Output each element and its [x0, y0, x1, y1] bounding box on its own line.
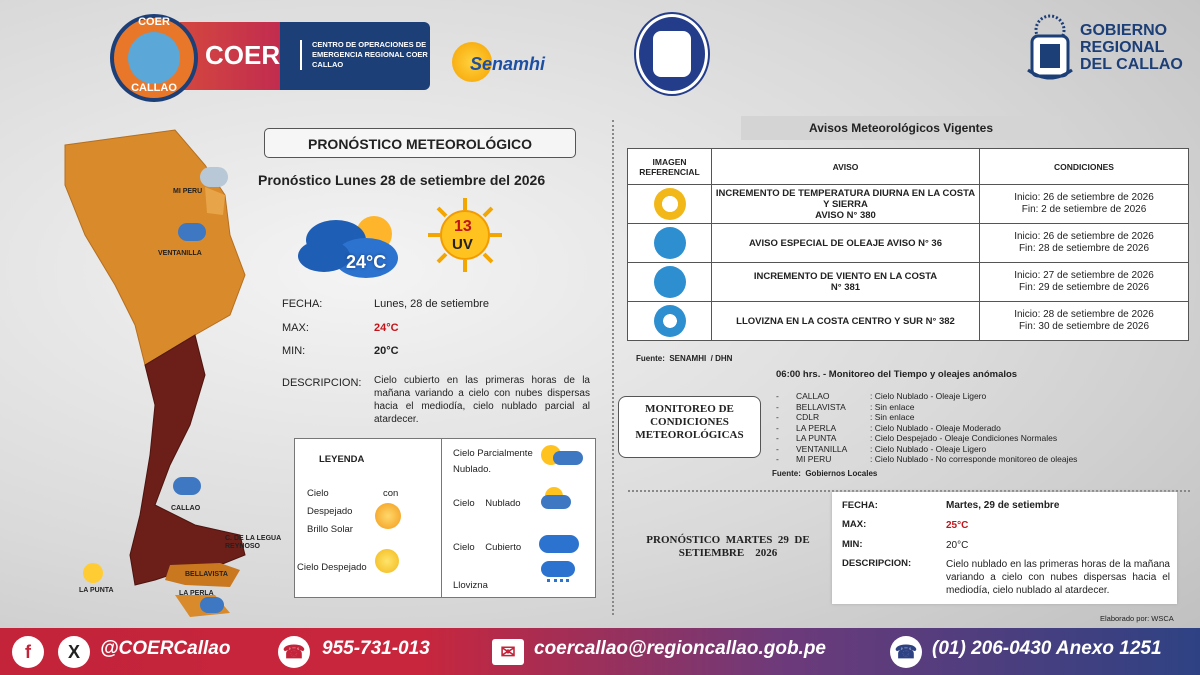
phone-number[interactable]: 955-731-013: [322, 638, 430, 659]
col-imagen: IMAGEN REFERENCIAL: [628, 149, 712, 185]
aviso-icon-cell: [628, 263, 712, 302]
monitoreo-bullet: -: [776, 401, 779, 412]
monitoreo-district: LA PUNTA: [796, 433, 837, 443]
manana-min-value: 20°C: [946, 540, 969, 551]
monitoreo-status: : Cielo Nublado - Oleaje Moderado: [870, 422, 1001, 433]
aviso-condiciones: Inicio: 28 de setiembre de 2026 Fin: 30 de setiembre de 2026: [980, 302, 1189, 341]
wind-icon: [654, 266, 686, 298]
monitoreo-district: CDLR: [796, 412, 820, 422]
avisos-title: Avisos Meteorológicos Vigentes: [741, 116, 1061, 140]
sun-icon: [375, 549, 399, 573]
legend-item: con: [383, 488, 399, 499]
vertical-divider: [612, 120, 614, 615]
max-value: 24°C: [374, 322, 399, 334]
aviso-text: INCREMENTO DE TEMPERATURA DIURNA EN LA COSTA Y SIERRA AVISO N° 380: [712, 185, 980, 224]
manana-fecha-label: FECHA:: [842, 500, 878, 511]
fecha-label: FECHA:: [282, 298, 323, 310]
aviso-row: [628, 302, 1189, 341]
rain-cloud-icon: [173, 477, 201, 495]
coer-logo: [110, 14, 198, 102]
legend-item: Cielo: [307, 488, 329, 499]
drizzle-icon: [654, 305, 686, 337]
elaborado-por: Elaborado por: WSCA: [1100, 614, 1174, 623]
facebook-icon[interactable]: f: [12, 636, 44, 668]
avisos-header-row: [628, 149, 1189, 185]
monitoreo-status: : Cielo Nublado - No corresponde monitoreo de oleajes: [870, 454, 1078, 464]
map-label-callao: CALLAO: [171, 505, 201, 512]
municipal-shield-icon: [636, 14, 708, 94]
phone-number-2[interactable]: (01) 206-0430 Anexo 1251: [932, 638, 1162, 659]
aviso-row: [628, 224, 1189, 263]
gobierno-regional-title: [1080, 22, 1183, 73]
aviso-text: AVISO ESPECIAL DE OLEAJE AVISO N° 36: [712, 224, 980, 263]
manana-min-label: MIN:: [842, 539, 863, 550]
wave-icon: [654, 227, 686, 259]
aviso-row: [628, 185, 1189, 224]
map-label-ventanilla: VENTANILLA: [158, 250, 202, 257]
castle-icon: [128, 32, 180, 84]
sun-icon: [83, 563, 103, 583]
forecast-date: Pronóstico Lunes 28 de setiembre del 2026: [258, 172, 546, 188]
overcast-icon: [539, 535, 579, 553]
coer-description: CENTRO DE OPERACIONES DE EMERGENCIA REGIONAL COER CALLAO: [312, 40, 428, 69]
legend-item: Cielo Cubierto: [453, 542, 522, 553]
gobierno-castle-icon: [1024, 14, 1076, 84]
legend-title: LEYENDA: [319, 454, 365, 465]
avisos-table: [627, 148, 1189, 341]
monitoreo-district: LA PERLA: [796, 422, 837, 433]
uv-value: 13: [454, 218, 472, 235]
legend-box: [294, 438, 596, 598]
map-label-cdlr: C. DE LA LEGUA REYNOSO: [225, 535, 281, 550]
phone-icon[interactable]: ☎: [278, 636, 310, 668]
aviso-text: INCREMENTO DE VIENTO EN LA COSTA N° 381: [712, 263, 980, 302]
manana-desc-value: Cielo nublado en las primeras horas de la mañana variando a cielo con nubes dispersas hacia el mediodía, cielo nublado al atardecer.: [946, 559, 1170, 596]
legend-item: Cielo Nublado: [453, 498, 521, 509]
aviso-condiciones: Inicio: 26 de setiembre de 2026 Fin: 28 de setiembre de 2026: [980, 224, 1189, 263]
descripcion-value: Cielo cubierto en las primeras horas de la mañana variando a cielo con nubes dispersas hacia el mediodía, cielo nublado parcial al atardecer.: [374, 375, 590, 425]
monitoreo-status: : Cielo Nublado - Oleaje Ligero: [870, 443, 987, 454]
temperature-badge: 24°C: [346, 252, 387, 272]
monitoreo-district: BELLAVISTA: [796, 401, 846, 412]
aviso-row: [628, 263, 1189, 302]
min-value: 20°C: [374, 345, 399, 357]
manana-box: [832, 492, 1177, 604]
manana-fecha-value: Martes, 29 de setiembre: [946, 500, 1060, 511]
monitoreo-bullet: -: [776, 443, 779, 454]
coer-logo-top: COER: [138, 16, 170, 28]
monitoreo-district: MI PERU: [796, 454, 832, 464]
monitoreo-header: 06:00 hrs. - Monitoreo del Tiempo y oleajes anómalos: [776, 369, 1018, 380]
monitoreo-bullet: -: [776, 422, 779, 433]
monitoreo-district: VENTANILLA: [796, 443, 848, 454]
legend-item: Despejado: [307, 506, 353, 517]
monitoreo-bullet: -: [776, 433, 779, 443]
manana-max-label: MAX:: [842, 519, 867, 530]
legend-item: Llovizna: [453, 580, 488, 591]
col-aviso: AVISO: [712, 149, 980, 185]
rain-cloud-icon: [200, 597, 224, 613]
monitoreo-status: : Sin enlace: [870, 401, 915, 412]
descripcion-label: DESCRIPCION:: [282, 377, 362, 389]
cloudy-icon: [541, 487, 571, 509]
monitoreo-bullet: -: [776, 412, 779, 422]
senamhi-text: Senamhi: [470, 54, 546, 74]
monitoreo-district: CALLAO: [796, 391, 830, 401]
aviso-condiciones: Inicio: 26 de setiembre de 2026 Fin: 2 de setiembre de 2026: [980, 185, 1189, 224]
uv-icon: [654, 188, 686, 220]
monitoreo-status: : Cielo Nublado - Oleaje Ligero: [870, 391, 987, 401]
manana-desc-label: DESCRIPCION:: [842, 558, 912, 569]
aviso-icon-cell: [628, 224, 712, 263]
mail-icon[interactable]: ✉: [492, 639, 524, 665]
fecha-value: Lunes, 28 de setiembre: [374, 298, 489, 310]
coer-logo-bottom: CALLAO: [131, 82, 177, 94]
map-label-la-punta: LA PUNTA: [79, 587, 114, 594]
max-label: MAX:: [282, 322, 309, 334]
monitoreo-bullet: -: [776, 454, 779, 464]
legend-item: Brillo Solar: [307, 524, 353, 535]
manana-title: PRONÓSTICO MARTES 29 DE SETIEMBRE 2026: [646, 534, 816, 559]
email-address[interactable]: coercallao@regioncallao.gob.pe: [534, 638, 826, 659]
map-label-la-perla: LA PERLA: [179, 590, 214, 597]
callao-map: [55, 125, 315, 625]
legend-item: Nublado.: [453, 464, 492, 475]
sun-brillo-icon: [375, 503, 401, 529]
legend-item: Cielo Parcialmente: [453, 448, 533, 459]
manana-max-value: 25°C: [946, 520, 969, 531]
coer-separator: [300, 40, 302, 70]
social-handle[interactable]: @COERCallao: [100, 638, 231, 659]
monitoreo-status: : Sin enlace: [870, 412, 915, 422]
avisos-fuente: Fuente: SENAMHI / DHN: [636, 354, 733, 363]
min-label: MIN:: [282, 345, 306, 357]
drizzle-icon: [541, 561, 575, 589]
phone-icon[interactable]: ☎: [890, 636, 922, 668]
aviso-condiciones: Inicio: 27 de setiembre de 2026 Fin: 29 de setiembre de 2026: [980, 263, 1189, 302]
gob-line-3: DEL CALLAO: [1080, 56, 1183, 73]
monitoreo-fuente: Fuente: Gobiernos Locales: [772, 469, 878, 478]
map-label-mi-peru: MI PERU: [173, 188, 203, 195]
aviso-text: LLOVIZNA EN LA COSTA CENTRO Y SUR N° 382: [712, 302, 980, 341]
panel-title: PRONÓSTICO METEOROLÓGICO: [264, 128, 576, 158]
monitoreo-bullet: -: [776, 391, 779, 401]
cloud-icon: [200, 167, 228, 187]
legend-item: Cielo Despejado: [297, 562, 367, 573]
gob-line-1: GOBIERNO: [1080, 22, 1168, 39]
col-condiciones: CONDICIONES: [980, 149, 1189, 185]
x-twitter-icon[interactable]: X: [58, 636, 90, 668]
aviso-icon-cell: [628, 302, 712, 341]
gob-line-2: REGIONAL: [1080, 39, 1165, 56]
monitoreo-box: MONITOREO DE CONDICIONES METEOROLÓGICAS: [618, 396, 761, 458]
uv-label: UV: [452, 236, 473, 253]
rain-cloud-icon: [178, 223, 206, 241]
map-label-bellavista: BELLAVISTA: [185, 571, 228, 578]
legend-divider: [441, 439, 442, 597]
senamhi-logo: [452, 42, 572, 88]
partly-cloudy-icon: [541, 443, 585, 467]
monitoreo-status: : Cielo Despejado - Oleaje Condiciones Normales: [870, 433, 1058, 443]
coer-word: COER: [205, 40, 281, 70]
aviso-icon-cell: [628, 185, 712, 224]
